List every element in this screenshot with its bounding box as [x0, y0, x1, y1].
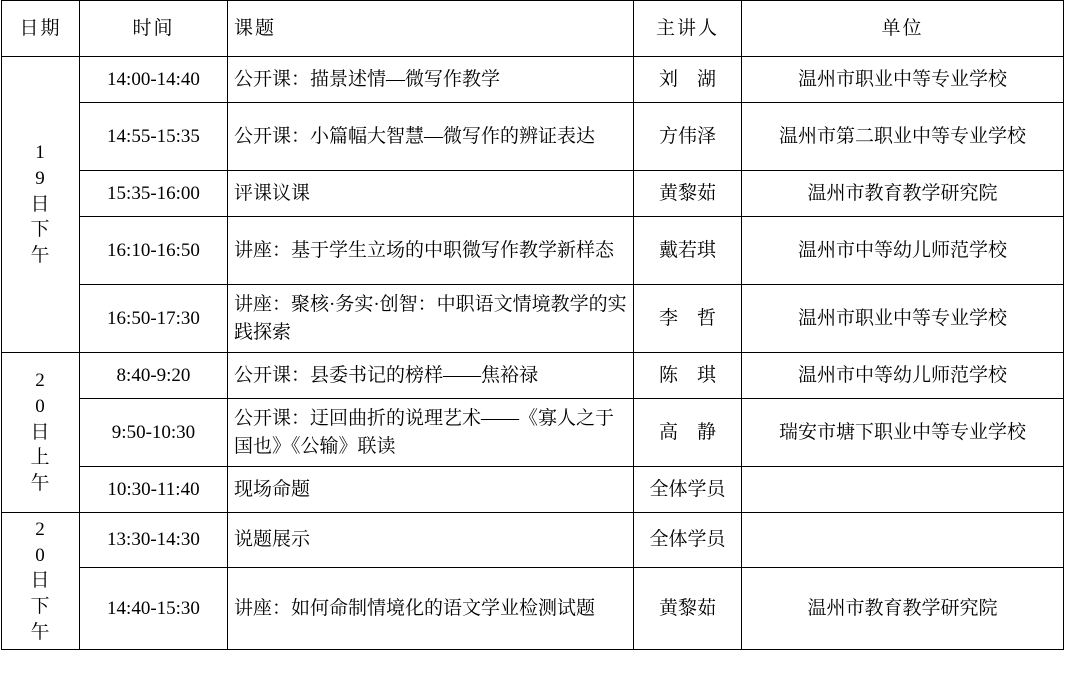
topic-cell: 公开课：描景述情—微写作教学 — [228, 57, 634, 103]
table-row — [2, 568, 1064, 650]
unit-cell: 温州市中等幼儿师范学校 — [742, 217, 1064, 285]
unit-cell — [742, 467, 1064, 513]
speaker-cell: 黄黎茹 — [634, 171, 742, 217]
date-char: 午 — [30, 244, 51, 266]
table-row — [2, 513, 1064, 568]
topic-cell: 公开课：迂回曲折的说理艺术——《寡人之于国也》《公输》联读 — [228, 399, 634, 467]
time-cell: 10:30-11:40 — [80, 467, 228, 513]
topic-cell: 讲座：聚核·务实·创智：中职语文情境教学的实践探索 — [228, 285, 634, 353]
speaker-cell: 黄黎茹 — [634, 568, 742, 650]
date-char: 日 — [30, 570, 51, 592]
topic-cell: 讲座：如何命制情境化的语文学业检测试题 — [228, 568, 634, 650]
time-cell: 16:50-17:30 — [80, 285, 228, 353]
topic-cell: 说题展示 — [228, 513, 634, 568]
time-cell: 13:30-14:30 — [80, 513, 228, 568]
table-row — [2, 57, 1064, 103]
time-cell: 14:00-14:40 — [80, 57, 228, 103]
speaker-cell: 全体学员 — [634, 467, 742, 513]
header-date: 日期 — [2, 1, 80, 57]
table-header — [2, 1, 1064, 57]
time-cell: 14:55-15:35 — [80, 103, 228, 171]
date-char: 日 — [30, 421, 51, 443]
date-char: 2 — [35, 370, 46, 392]
unit-cell — [742, 513, 1064, 568]
unit-cell: 瑞安市塘下职业中等专业学校 — [742, 399, 1064, 467]
date-cell-20-morning — [2, 353, 80, 513]
time-cell: 9:50-10:30 — [80, 399, 228, 467]
date-char: 日 — [30, 193, 51, 215]
time-cell: 15:35-16:00 — [80, 171, 228, 217]
table-row — [2, 217, 1064, 285]
topic-cell: 公开课：小篇幅大智慧—微写作的辨证表达 — [228, 103, 634, 171]
header-row — [2, 1, 1064, 57]
date-cell-19-afternoon — [2, 57, 80, 353]
table-row — [2, 399, 1064, 467]
schedule-table — [1, 0, 1064, 650]
header-unit: 单位 — [742, 1, 1064, 57]
date-vertical-text — [8, 140, 73, 268]
topic-cell: 讲座：基于学生立场的中职微写作教学新样态 — [228, 217, 634, 285]
date-char: 0 — [35, 396, 46, 418]
speaker-cell: 刘 湖 — [634, 57, 742, 103]
table-body — [2, 57, 1064, 650]
date-char: 下 — [30, 219, 51, 241]
date-char: 上 — [30, 447, 51, 469]
speaker-cell: 李 哲 — [634, 285, 742, 353]
table-row — [2, 285, 1064, 353]
date-vertical-text — [8, 368, 73, 496]
unit-cell: 温州市教育教学研究院 — [742, 568, 1064, 650]
unit-cell: 温州市教育教学研究院 — [742, 171, 1064, 217]
time-cell: 16:10-16:50 — [80, 217, 228, 285]
date-char: 午 — [30, 472, 51, 494]
speaker-cell: 全体学员 — [634, 513, 742, 568]
header-topic: 课题 — [228, 1, 634, 57]
date-char: 午 — [30, 621, 51, 643]
time-cell: 14:40-15:30 — [80, 568, 228, 650]
speaker-cell: 高 静 — [634, 399, 742, 467]
topic-cell: 公开课：县委书记的榜样——焦裕禄 — [228, 353, 634, 399]
date-char: 0 — [35, 544, 46, 566]
date-char: 1 — [35, 142, 46, 164]
time-cell: 8:40-9:20 — [80, 353, 228, 399]
speaker-cell: 方伟泽 — [634, 103, 742, 171]
topic-cell: 现场命题 — [228, 467, 634, 513]
unit-cell: 温州市职业中等专业学校 — [742, 57, 1064, 103]
table-row — [2, 171, 1064, 217]
unit-cell: 温州市中等幼儿师范学校 — [742, 353, 1064, 399]
date-vertical-text — [8, 517, 73, 645]
topic-cell: 评课议课 — [228, 171, 634, 217]
date-cell-20-afternoon — [2, 513, 80, 650]
table-row — [2, 353, 1064, 399]
speaker-cell: 戴若琪 — [634, 217, 742, 285]
unit-cell: 温州市第二职业中等专业学校 — [742, 103, 1064, 171]
date-char: 2 — [35, 519, 46, 540]
speaker-cell: 陈 琪 — [634, 353, 742, 399]
date-char: 下 — [30, 595, 51, 617]
date-char: 9 — [35, 168, 46, 190]
table-row — [2, 467, 1064, 513]
header-speaker: 主讲人 — [634, 1, 742, 57]
table-row — [2, 103, 1064, 171]
unit-cell: 温州市职业中等专业学校 — [742, 285, 1064, 353]
header-time: 时间 — [80, 1, 228, 57]
